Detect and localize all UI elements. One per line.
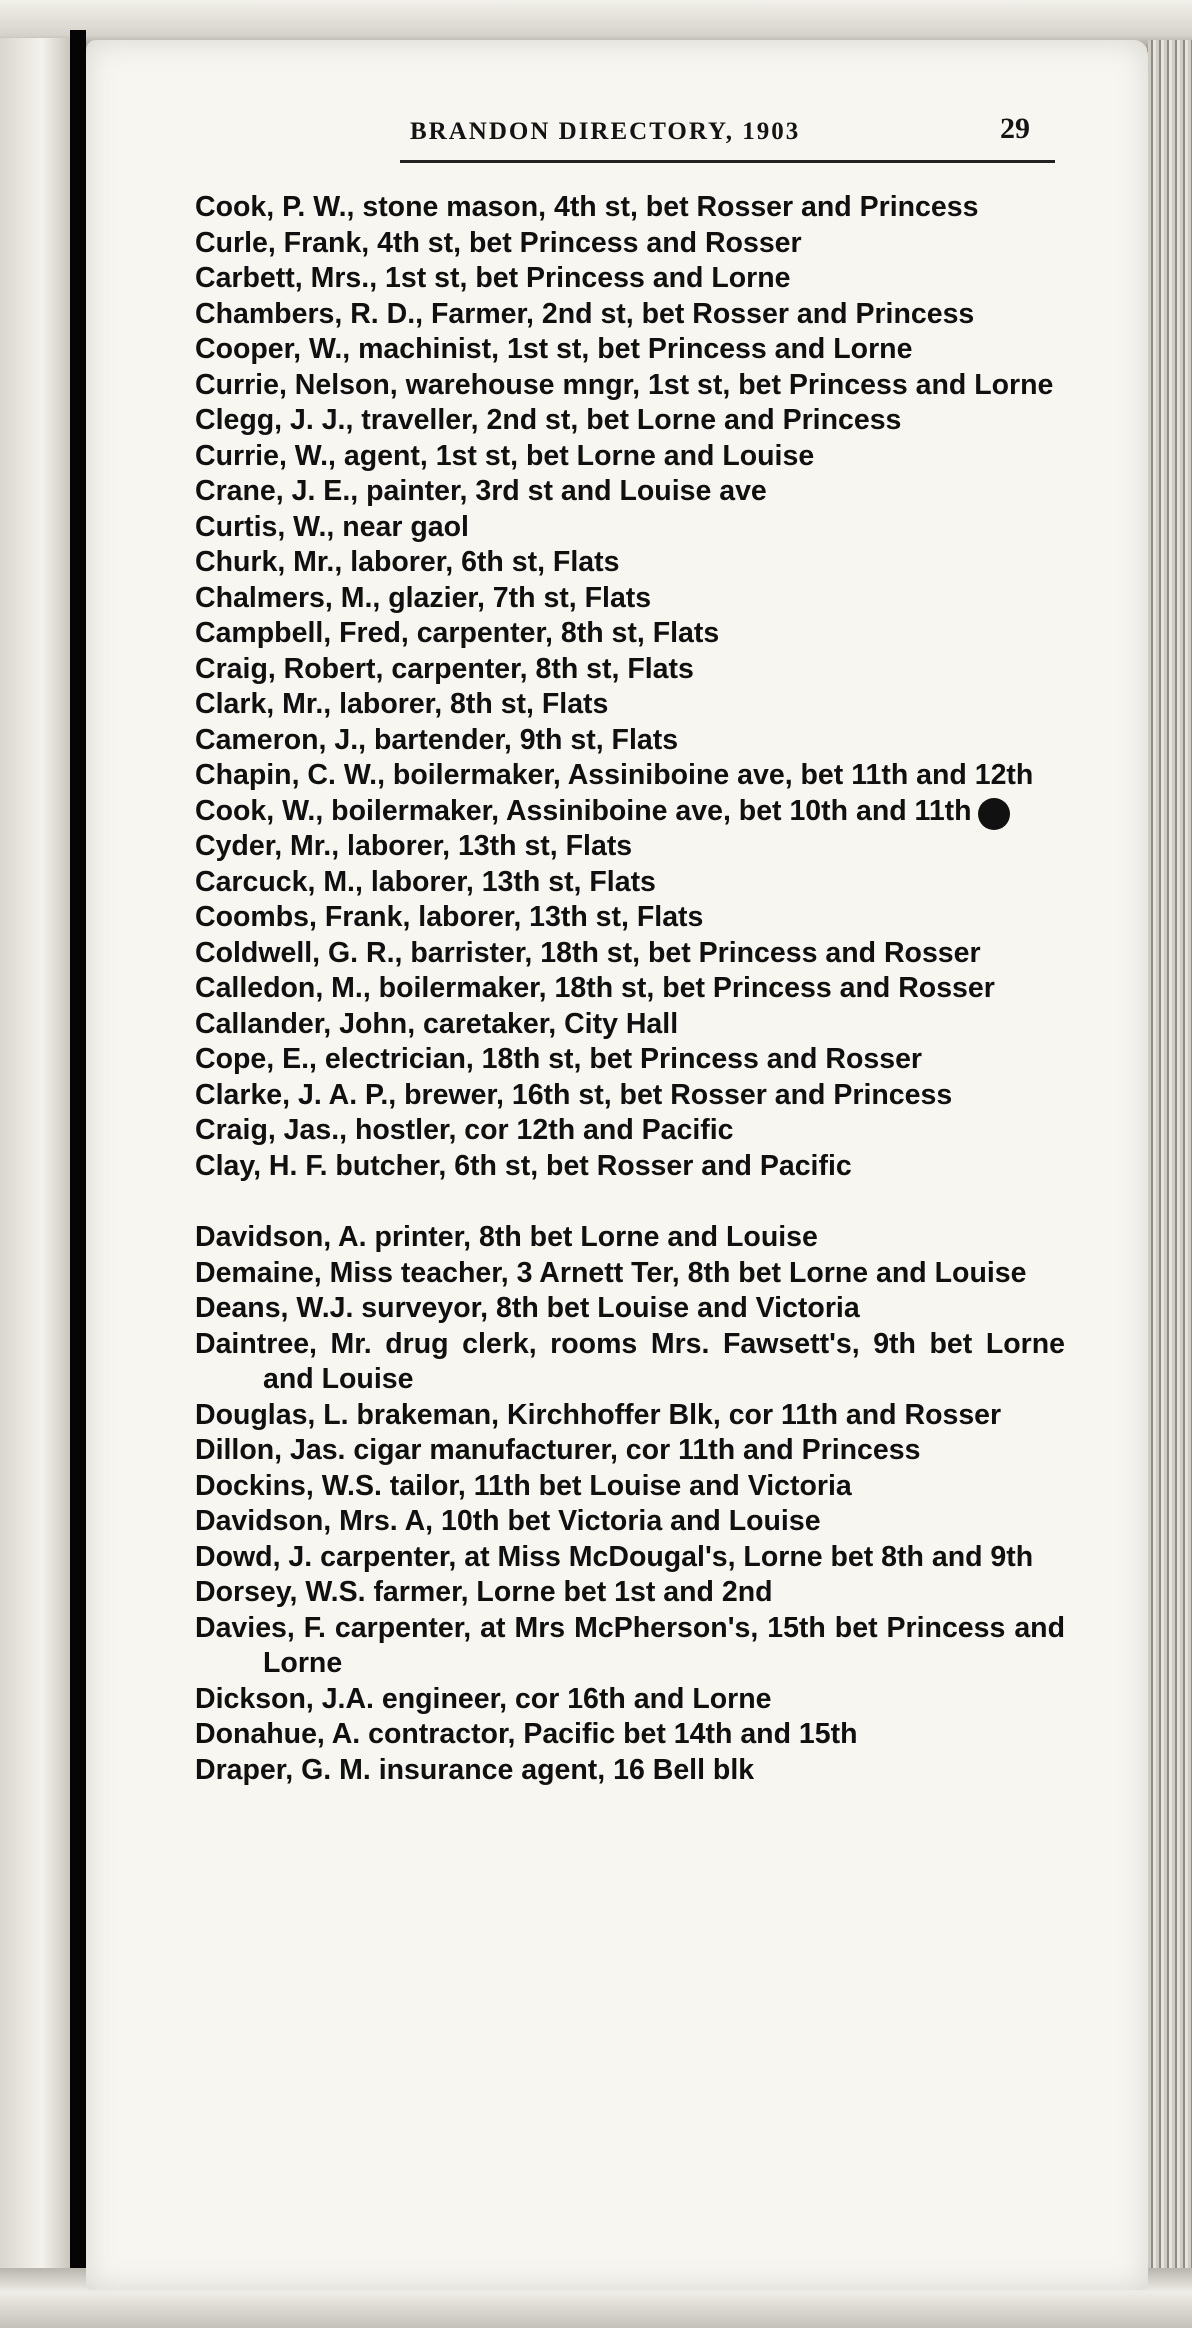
directory-entry: Daintree, Mr. drug clerk, rooms Mrs. Fawsett's, 9th bet Lorne and Louise [195, 1327, 1065, 1395]
header-rule [400, 160, 1055, 163]
directory-entry: Dillon, Jas. cigar manufacturer, cor 11th and Princess [195, 1434, 921, 1466]
directory-entry: Clay, H. F. butcher, 6th st, bet Rosser and Pacific [195, 1149, 852, 1182]
facing-page-edge [0, 38, 70, 2278]
directory-title: BRANDON DIRECTORY, 1903 [410, 118, 801, 145]
directory-entry: Davidson, Mrs. A, 10th bet Victoria and Louise [195, 1505, 821, 1537]
directory-entry: Coombs, Frank, laborer, 13th st, Flats [195, 901, 704, 933]
directory-entry: Craig, Jas., hostler, cor 12th and Pacific [195, 1114, 734, 1146]
directory-entry: Davies, F. carpenter, at Mrs McPherson's, 15th bet Princess and Lorne [195, 1611, 1065, 1679]
section-d [195, 1220, 1065, 1788]
directory-entry: Currie, W., agent, 1st st, bet Lorne and Louise [195, 439, 815, 472]
directory-entry: Carbett, Mrs., 1st st, bet Princess and Lorne [195, 262, 791, 294]
directory-entry: Craig, Robert, carpenter, 8th st, Flats [195, 652, 694, 685]
directory-entry: Cook, W., boilermaker, Assiniboine ave, bet 10th and 11th [195, 794, 972, 827]
directory-entry: Curtis, W., near gaol [195, 510, 469, 543]
ink-blot [978, 798, 1010, 830]
section-c [195, 190, 1065, 1184]
directory-entry: Campbell, Fred, carpenter, 8th st, Flats [195, 617, 720, 649]
directory-entry: Crane, J. E., painter, 3rd st and Louise ave [195, 475, 767, 507]
directory-entry: Douglas, L. brakeman, Kirchhoffer Blk, cor 11th and Rosser [195, 1398, 1002, 1431]
directory-entry: Demaine, Miss teacher, 3 Arnett Ter, 8th bet Lorne and Louise [195, 1256, 1027, 1289]
directory-entry: Calledon, M., boilermaker, 18th st, bet Princess and Rosser [195, 972, 995, 1004]
directory-entry: Curle, Frank, 4th st, bet Princess and Rosser [195, 226, 802, 259]
directory-entry: Chapin, C. W., boilermaker, Assiniboine ave, bet 11th and 12th [195, 759, 1034, 791]
directory-entry: Chalmers, M., glazier, 7th st, Flats [195, 581, 652, 614]
directory-entry: Clegg, J. J., traveller, 2nd st, bet Lorne and Princess [195, 404, 902, 436]
directory-entry: Cook, P. W., stone mason, 4th st, bet Rosser and Princess [195, 191, 979, 223]
directory-entry: Davidson, A. printer, 8th bet Lorne and Louise [195, 1221, 818, 1253]
directory-entry: Cooper, W., machinist, 1st st, bet Princess and Lorne [195, 333, 913, 365]
page-number: 29 [1000, 112, 1030, 145]
directory-listing [195, 190, 1065, 1788]
section-gap [195, 1184, 1065, 1220]
directory-entry: Clarke, J. A. P., brewer, 16th st, bet Rosser and Princess [195, 1078, 953, 1111]
directory-entry: Deans, W.J. surveyor, 8th bet Louise and Victoria [195, 1292, 860, 1324]
book-gutter [70, 30, 86, 2290]
directory-entry: Dorsey, W.S. farmer, Lorne bet 1st and 2nd [195, 1576, 773, 1608]
directory-entry: Coldwell, G. R., barrister, 18th st, bet Princess and Rosser [195, 936, 981, 969]
directory-entry: Clark, Mr., laborer, 8th st, Flats [195, 688, 609, 720]
directory-entry: Carcuck, M., laborer, 13th st, Flats [195, 865, 656, 898]
directory-entry: Dowd, J. carpenter, at Miss McDougal's, Lorne bet 8th and 9th [195, 1540, 1034, 1573]
directory-entry: Chambers, R. D., Farmer, 2nd st, bet Rosser and Princess [195, 297, 975, 330]
directory-entry: Dockins, W.S. tailor, 11th bet Louise and Victoria [195, 1469, 852, 1502]
directory-entry: Churk, Mr., laborer, 6th st, Flats [195, 546, 620, 578]
directory-entry: Cameron, J., bartender, 9th st, Flats [195, 723, 679, 756]
running-head [410, 112, 1030, 154]
directory-entry: Callander, John, caretaker, City Hall [195, 1007, 679, 1040]
directory-entry: Donahue, A. contractor, Pacific bet 14th and 15th [195, 1718, 858, 1750]
directory-entry: Dickson, J.A. engineer, cor 16th and Lorne [195, 1682, 772, 1715]
directory-entry: Draper, G. M. insurance agent, 16 Bell blk [195, 1753, 755, 1786]
directory-entry: Cope, E., electrician, 18th st, bet Princess and Rosser [195, 1043, 923, 1075]
page-stack-edge [1148, 40, 1192, 2280]
directory-entry: Currie, Nelson, warehouse mngr, 1st st, bet Princess and Lorne [195, 368, 1054, 401]
directory-entry: Cyder, Mr., laborer, 13th st, Flats [195, 830, 633, 862]
